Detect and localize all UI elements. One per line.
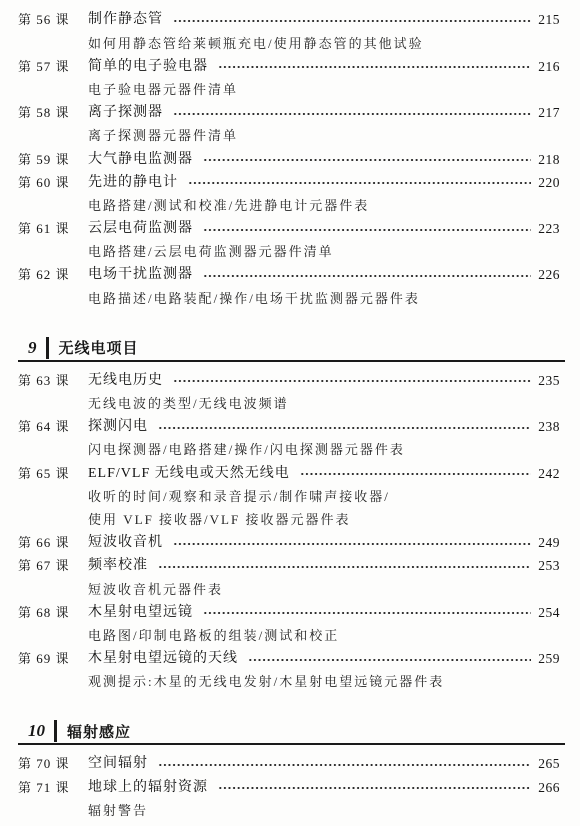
- lesson-title: ELF/VLF 无线电或天然无线电: [88, 465, 290, 481]
- dot-leader: [218, 786, 531, 790]
- lesson-subtopics: 无线电波的类型/无线电波频谱: [88, 396, 289, 412]
- page-number: 253: [538, 558, 560, 574]
- lesson-label: 第 62 课: [18, 267, 70, 283]
- lesson-label: 第 61 课: [18, 221, 70, 237]
- toc-entry: [18, 531, 560, 554]
- chapter-title: 无线电项目: [58, 341, 139, 358]
- dot-leader: [158, 565, 531, 569]
- lesson-subtopics: 电子验电器元器件清单: [88, 81, 239, 97]
- dot-leader: [203, 228, 531, 232]
- lesson-title: 大气静电监测器: [88, 151, 193, 167]
- lesson-title: 探测闪电: [88, 419, 148, 435]
- lesson-label: 第 65 课: [18, 465, 70, 481]
- lesson-label: 第 64 课: [18, 419, 70, 435]
- dot-leader: [300, 472, 532, 476]
- lesson-subtopics: 短波收音机元器件表: [88, 581, 224, 597]
- lesson-title: 制作静态管: [88, 12, 163, 28]
- lesson-label: 第 57 课: [18, 58, 70, 74]
- lesson-subtopics: 闪电探测器/电路搭建/操作/闪电探测器元器件表: [88, 442, 405, 458]
- lesson-subtopics: 离子探测器元器件清单: [88, 128, 239, 144]
- lesson-title: 电场干扰监测器: [88, 267, 193, 283]
- lesson-subtopics: 观测提示:木星的无线电发射/木星射电望远镜元器件表: [88, 674, 445, 690]
- lesson-subtopics: 电路图/印制电路板的组装/测试和校正: [88, 627, 340, 643]
- lesson-label: 第 68 课: [18, 604, 70, 620]
- lesson-label: 第 59 课: [18, 151, 70, 167]
- toc-entry: [18, 217, 560, 240]
- page-number: 217: [538, 105, 560, 121]
- toc-entry: [18, 171, 560, 194]
- page-number: 242: [538, 465, 560, 481]
- page-number: 238: [538, 419, 560, 435]
- lesson-label: 第 70 课: [18, 756, 70, 772]
- page-number: 249: [538, 535, 560, 551]
- lesson-subtopics: 电路描述/电路装配/操作/电场干扰监测器元器件表: [88, 290, 420, 306]
- dot-leader: [173, 112, 531, 116]
- toc-entry: [18, 55, 560, 78]
- lesson-title: 木星射电望远镜的天线: [88, 651, 238, 667]
- dot-leader: [173, 542, 531, 546]
- page-number: 216: [538, 58, 560, 74]
- dot-leader: [203, 158, 531, 162]
- page-number: 235: [538, 372, 560, 388]
- lesson-label: 第 69 课: [18, 651, 70, 667]
- page-number: 226: [538, 267, 560, 283]
- page-number: 254: [538, 604, 560, 620]
- lesson-title: 空间辐射: [88, 756, 148, 772]
- lesson-subtopics: 辐射警告: [88, 802, 149, 818]
- toc-entry: [18, 462, 560, 485]
- chapter-number: 10: [18, 720, 57, 742]
- lesson-label: 第 67 课: [18, 558, 70, 574]
- toc-entry: [18, 263, 560, 286]
- page-number: 223: [538, 221, 560, 237]
- lesson-title: 云层电荷监测器: [88, 221, 193, 237]
- lesson-label: 第 60 课: [18, 174, 70, 190]
- dot-leader: [218, 65, 531, 69]
- page-number: 265: [538, 756, 560, 772]
- toc-entry: [18, 752, 560, 775]
- lesson-label: 第 56 课: [18, 12, 70, 28]
- lesson-label: 第 58 课: [18, 105, 70, 121]
- toc-entry: [18, 415, 560, 438]
- dot-leader: [203, 611, 531, 615]
- toc-entry: [18, 776, 560, 799]
- toc-entry: [18, 601, 560, 624]
- lesson-label: 第 71 课: [18, 779, 70, 795]
- chapter-heading: [18, 719, 565, 745]
- toc-entry: [18, 8, 560, 31]
- toc-chapter-group: [18, 719, 560, 822]
- toc-entry: [18, 554, 560, 577]
- dot-leader: [173, 19, 531, 23]
- lesson-title: 简单的电子验电器: [88, 58, 208, 74]
- lesson-title: 先进的静电计: [88, 174, 178, 190]
- toc-chapter-group: [18, 8, 560, 309]
- page-number: 266: [538, 779, 560, 795]
- dot-leader: [173, 379, 531, 383]
- lesson-subtopics: 使用 VLF 接收器/VLF 接收器元器件表: [88, 511, 351, 527]
- toc-entry: [18, 101, 560, 124]
- dot-leader: [188, 181, 531, 185]
- lesson-title: 地球上的辐射资源: [88, 779, 208, 795]
- dot-leader: [203, 274, 531, 278]
- lesson-title: 短波收音机: [88, 535, 163, 551]
- toc-chapter-group: [18, 336, 560, 694]
- lesson-label: 第 63 课: [18, 372, 70, 388]
- lesson-subtopics: 电路搭建/云层电荷监测器元器件清单: [88, 244, 334, 260]
- lesson-subtopics: 如何用静态管给莱顿瓶充电/使用静态管的其他试验: [88, 35, 424, 51]
- toc-entry: [18, 647, 560, 670]
- dot-leader: [248, 658, 531, 662]
- lesson-title: 无线电历史: [88, 372, 163, 388]
- lesson-label: 第 66 课: [18, 535, 70, 551]
- chapter-title: 辐射感应: [67, 724, 132, 741]
- page-number: 220: [538, 174, 560, 190]
- lesson-title: 频率校准: [88, 558, 148, 574]
- lesson-subtopics: 收听的时间/观察和录音提示/制作啸声接收器/: [88, 488, 390, 504]
- toc-entry: [18, 148, 560, 171]
- toc-entry: [18, 369, 560, 392]
- page-number: 218: [538, 151, 560, 167]
- dot-leader: [158, 763, 531, 767]
- dot-leader: [158, 426, 531, 430]
- chapter-number: 9: [18, 337, 49, 359]
- page-number: 259: [538, 651, 560, 667]
- lesson-subtopics: 电路搭建/测试和校准/先进静电计元器件表: [88, 197, 370, 213]
- lesson-title: 离子探测器: [88, 105, 163, 121]
- lesson-title: 木星射电望远镜: [88, 604, 193, 620]
- page-number: 215: [538, 12, 560, 28]
- chapter-heading: [18, 336, 565, 362]
